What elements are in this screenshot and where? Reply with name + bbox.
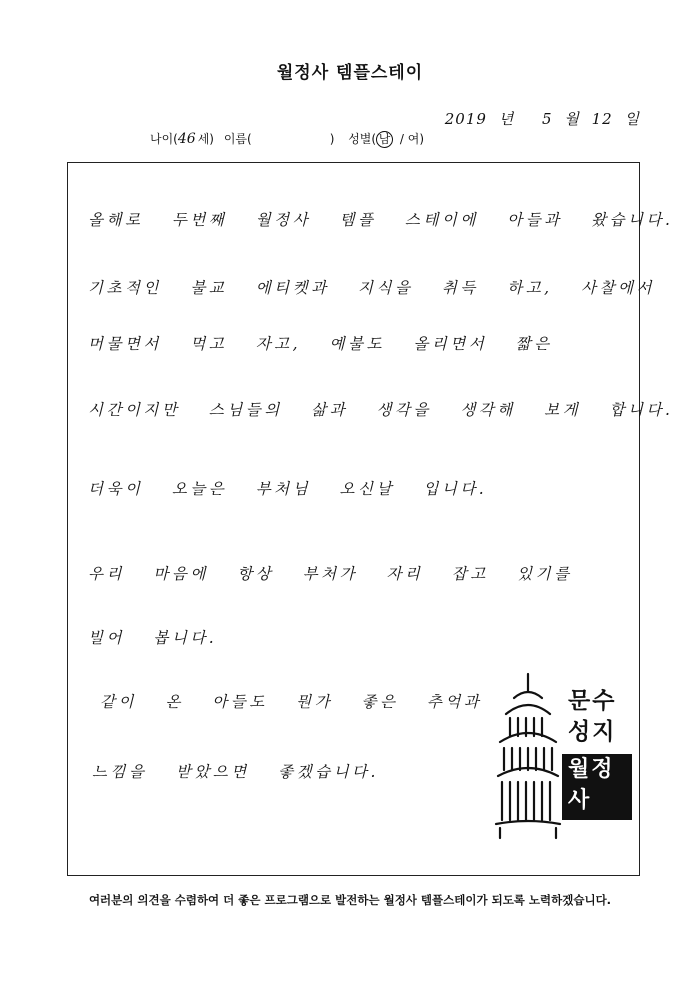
letter-line: 같이 온 아들도 뭔가 좋은 추억과: [100, 693, 483, 711]
age-value: 46: [177, 131, 196, 147]
name-label: 이름(: [223, 132, 252, 146]
letter-line: 느낌을 받았으면 좋겠습니다.: [92, 763, 379, 781]
seal-text-upper: 문수성지: [568, 688, 617, 745]
person-info-row: [150, 130, 424, 148]
name-close: ): [329, 132, 335, 146]
age-unit: 세): [197, 132, 214, 146]
gender-female: 여): [407, 132, 425, 146]
letter-line: 우리 마음에 항상 부처가 자리 잡고 있기를: [88, 565, 573, 583]
letter-line: 기초적인 불교 에티켓과 지식을 취득 하고, 사찰에서: [88, 279, 655, 297]
temple-seal-stamp: [490, 672, 640, 842]
date-day: 12: [591, 110, 613, 128]
date-year-unit: 년: [498, 110, 515, 128]
age-label: 나이(: [150, 132, 178, 146]
seal-text-lower: 월정사: [568, 757, 615, 813]
gender-label: 성별(: [348, 132, 377, 146]
page-title: 월정사 템플스테이: [276, 63, 424, 83]
date-month-unit: 월: [564, 110, 580, 128]
date-field: [439, 108, 640, 129]
letter-line: 머물면서 먹고 자고, 예불도 올리면서 짧은: [88, 335, 553, 353]
letter-line: 올해로 두번째 월정사 템플 스테이에 아들과 왔습니다.: [88, 211, 674, 229]
date-year: 2019: [444, 110, 487, 128]
footer-note: 여러분의 의견을 수렴하여 더 좋은 프로그램으로 발전하는 월정사 템플스테이가 되도록 노력하겠습니다.: [88, 893, 612, 907]
letter-line: 시간이지만 스님들의 삶과 생각을 생각해 보게 합니다.: [88, 401, 674, 419]
date-month: 5: [542, 110, 553, 128]
gender-male-circled: 남: [376, 131, 393, 148]
date-day-unit: 일: [624, 110, 640, 128]
letter-line: 더욱이 오늘은 부처님 오신날 입니다.: [88, 480, 488, 498]
letter-line: 빌어 봅니다.: [88, 629, 218, 647]
seal-text: [568, 686, 634, 816]
gender-separator: /: [399, 132, 404, 146]
